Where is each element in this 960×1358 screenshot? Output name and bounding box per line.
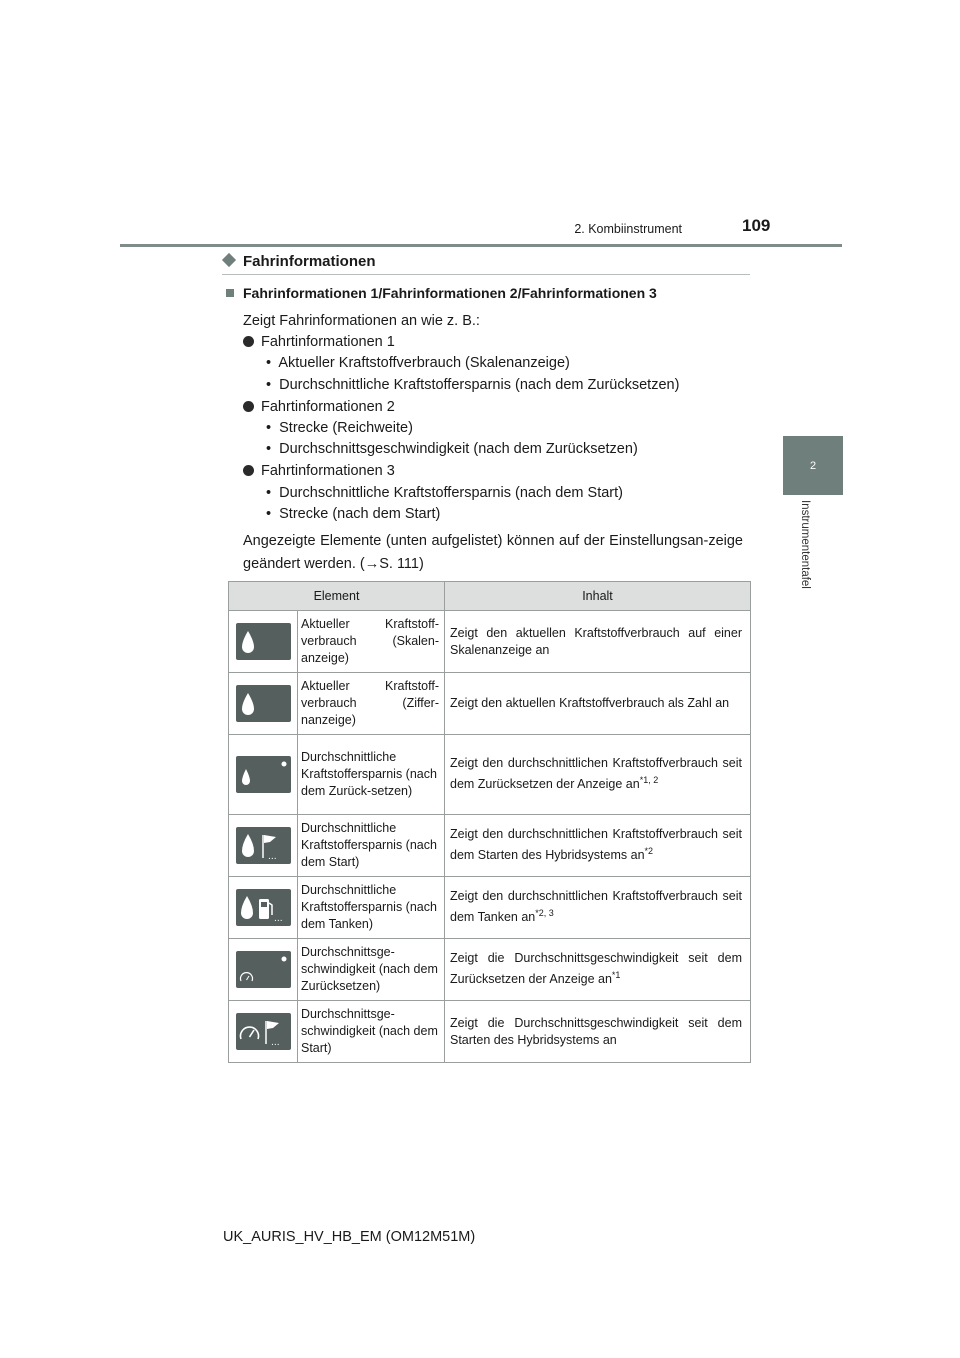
list-item-text: Durchschnittliche Kraftstoffersparnis (nach dem Start) [279,485,623,501]
info-table [228,581,751,1063]
group-title-text: Fahrtinformationen 2 [261,399,395,415]
fuel-drop-flag-icon [236,827,291,864]
svg-text:...: ... [273,914,283,924]
bullet-dot-icon [243,401,254,412]
table-row [229,611,751,673]
document-code: UK_AURIS_HV_HB_EM (OM12M51M) [223,1229,476,1245]
subsection-title: Fahrinformationen 1/Fahrinformationen 2/Fahrinformationen 3 [243,285,657,301]
list-item-text: Durchschnittliche Kraftstoffersparnis (nach dem Zurücksetzen) [279,377,680,393]
bullet-dot-icon [243,465,254,476]
subsection-heading [226,285,657,301]
section-title: Fahrinformationen [243,253,376,270]
bullet-dot-icon [243,336,254,347]
chapter-tab [783,436,843,495]
description-text: Zeigt den aktuellen Kraftstoffverbrauch als Zahl an [450,696,730,710]
footnote-marker: *1 [611,970,621,981]
element-name: Durchschnittliche Kraftstoffersparnis (nach dem Zurück-setzen) [298,735,445,815]
fuel-drop-icon [236,685,291,722]
element-name: Durchschnittsge-schwindigkeit (nach dem Start) [298,1001,445,1063]
table-row [229,815,751,877]
group-3-title [243,463,395,479]
column-header-content: Inhalt [445,582,751,611]
table-row [229,939,751,1001]
description-text: Zeigt die Durchschnittsgeschwindigkeit seit dem Starten des Hybridsystems an [450,1015,742,1047]
table-header-row [229,582,751,611]
description-text: Zeigt den durchschnittlichen Kraftstoffverbrauch seit dem Starten des Hybridsystems an [450,827,742,863]
element-description [445,611,751,673]
header-rule [120,244,842,247]
intro-text: Zeigt Fahrinformationen an wie z. B.: [243,313,480,329]
diamond-icon [222,253,236,267]
list-item-text: Strecke (nach dem Start) [279,506,441,522]
svg-text:...: ... [267,852,277,862]
element-name: Durchschnittsge-schwindigkeit (nach dem Zurücksetzen) [298,939,445,1001]
footnote-marker: *2, 3 [535,908,554,919]
list-item: • Aktueller Kraftstoffverbrauch (Skalenanzeige) [266,355,570,371]
description-text: Zeigt die Durchschnittsgeschwindigkeit seit dem Zurücksetzen der Anzeige an [450,951,742,987]
description-text: Zeigt den durchschnittlichen Kraftstoffverbrauch seit dem Tanken an [450,889,742,925]
element-name: Durchschnittliche Kraftstoffersparnis (nach dem Start) [298,815,445,877]
table-row [229,1001,751,1063]
table-row [229,673,751,735]
element-description [445,939,751,1001]
list-item-text: Durchschnittsgeschwindigkeit (nach dem Zurücksetzen) [279,441,638,457]
chapter-tab-number: 2 [809,459,817,472]
element-name: Aktueller Kraftstoff-verbrauch (Skalen-anzeige) [298,611,445,673]
element-description [445,1001,751,1063]
chapter-side-label-text: Instrumententafel [799,500,811,589]
element-description [445,815,751,877]
fuel-drop-reset-icon [236,756,291,793]
description-text: Zeigt den aktuellen Kraftstoffverbrauch auf einer Skalenanzeige an [450,625,742,657]
chapter-title: 2. Kombiinstrument [574,222,682,236]
list-item: • Strecke (nach dem Start) [266,506,441,522]
element-name: Aktueller Kraftstoff-verbrauch (Ziffer-nanzeige) [298,673,445,735]
list-item: • Durchschnittliche Kraftstoffersparnis (nach dem Zurücksetzen) [266,377,680,393]
speedometer-flag-icon [236,1013,291,1050]
list-item: • Durchschnittsgeschwindigkeit (nach dem Zurücksetzen) [266,441,638,457]
element-description [445,673,751,735]
table-row [229,877,751,939]
footnote-marker: *1, 2 [639,775,659,786]
svg-text:...: ... [270,1038,280,1048]
speedometer-reset-icon [236,951,291,988]
list-item: • Durchschnittliche Kraftstoffersparnis (nach dem Start) [266,485,623,501]
settings-note: Angezeigte Elemente (unten aufgelistet) können auf der Einstellungsan-zeige geändert werden. (→S. 111) [243,533,743,572]
description-text: Zeigt den durchschnittlichen Kraftstoffverbrauch seit dem Zurücksetzen der Anzeige an [450,756,742,792]
section-heading [222,253,750,275]
element-name: Durchschnittliche Kraftstoffersparnis (nach dem Tanken) [298,877,445,939]
list-item-text: Aktueller Kraftstoffverbrauch (Skalenanzeige) [278,355,570,371]
chapter-side-label [797,500,811,600]
group-title-text: Fahrtinformationen 3 [261,463,395,479]
group-1-title [243,334,395,350]
page-number: 109 [742,216,771,235]
element-description [445,877,751,939]
element-description [445,735,751,815]
column-header-element: Element [229,582,445,611]
footnote-marker: *2 [644,846,654,857]
list-item-text: Strecke (Reichweite) [279,420,413,436]
table-row [229,735,751,815]
fuel-drop-icon [236,623,291,660]
group-title-text: Fahrtinformationen 1 [261,334,395,350]
square-bullet-icon [226,289,234,297]
fuel-drop-pump-icon [236,889,291,926]
list-item: • Strecke (Reichweite) [266,420,413,436]
group-2-title [243,399,395,415]
